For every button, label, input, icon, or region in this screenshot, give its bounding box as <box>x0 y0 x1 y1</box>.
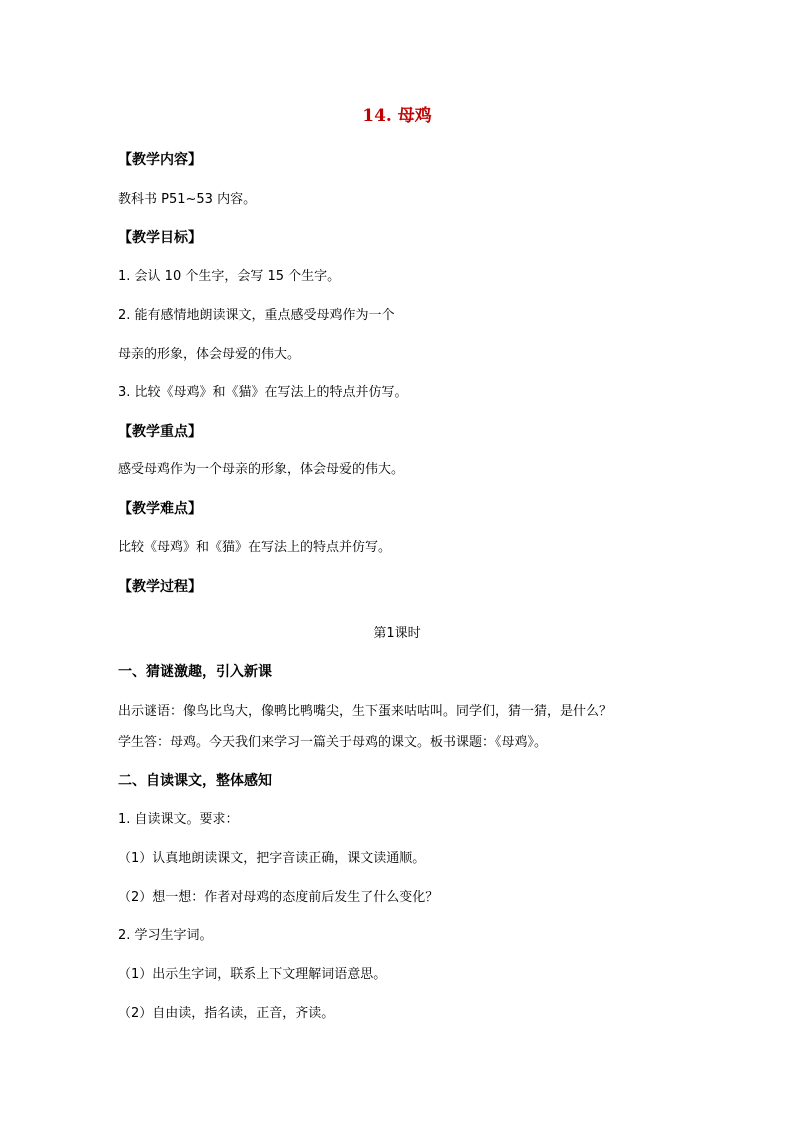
step-item-self-read: 1. 自读课文。要求： <box>118 812 239 827</box>
step-heading-riddle: 一、猜谜激趣，引入新课 <box>118 664 272 680</box>
section-heading-process: 【教学过程】 <box>118 579 202 595</box>
section-heading-difficulties: 【教学难点】 <box>118 501 202 517</box>
paragraph-student-answer: 学生答：母鸡。今天我们来学习一篇关于母鸡的课文。板书课题：《母鸡》。 <box>118 735 548 750</box>
objective-item-2-continued: 母亲的形象，体会母爱的伟大。 <box>118 347 301 362</box>
step-subitem-read-aloud: （1）认真地朗读课文，把字音读正确，课文读通顺。 <box>118 851 426 866</box>
step-heading-self-reading: 二、自读课文，整体感知 <box>118 773 272 789</box>
step-item-vocabulary: 2. 学习生字词。 <box>118 928 213 943</box>
section-heading-key-points: 【教学重点】 <box>118 424 202 440</box>
paragraph-key-points: 感受母鸡作为一个母亲的形象，体会母爱的伟大。 <box>118 462 405 477</box>
objective-item-2: 2. 能有感情地朗读课文，重点感受母鸡作为一个 <box>118 308 395 323</box>
objective-item-3: 3. 比较《母鸡》和《猫》在写法上的特点并仿写。 <box>118 385 408 400</box>
step-subitem-reading-practice: （2）自由读，指名读，正音，齐读。 <box>118 1006 335 1021</box>
paragraph-difficulties: 比较《母鸡》和《猫》在写法上的特点并仿写。 <box>118 540 392 555</box>
section-heading-content: 【教学内容】 <box>118 152 202 168</box>
lesson-period-label: 第1课时 <box>373 626 421 641</box>
step-subitem-show-words: （1）出示生字词，联系上下文理解词语意思。 <box>118 967 387 982</box>
step-subitem-think: （2）想一想：作者对母鸡的态度前后发生了什么变化？ <box>118 890 439 905</box>
section-heading-objectives: 【教学目标】 <box>118 230 202 246</box>
document-title: 14. 母鸡 <box>362 106 432 126</box>
objective-item-1: 1. 会认 10 个生字，会写 15 个生字。 <box>118 269 341 284</box>
paragraph-textbook-pages: 教科书 P51~53 内容。 <box>118 192 257 207</box>
paragraph-riddle: 出示谜语：像鸟比鸟大，像鸭比鸭嘴尖，生下蛋来咕咕叫。同学们，猜一猜，是什么？ <box>118 704 613 719</box>
